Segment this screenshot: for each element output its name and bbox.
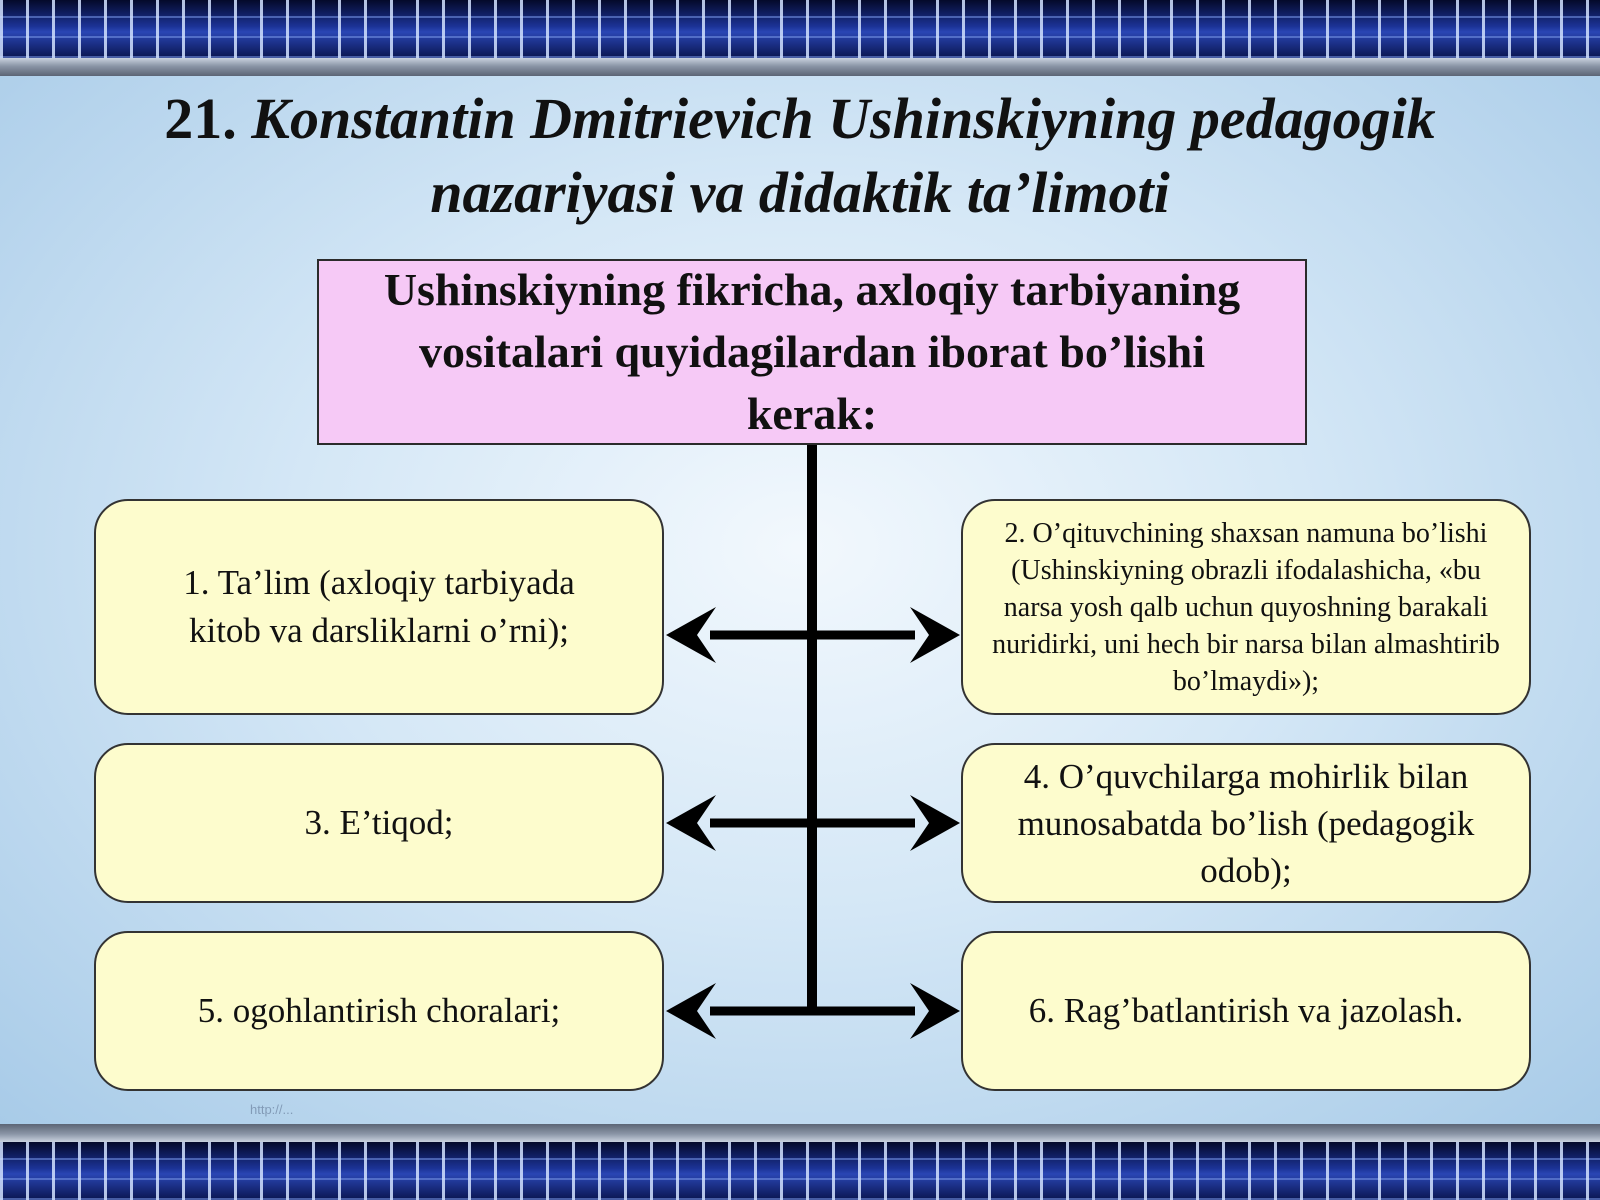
item-text-2: 2. O’qituvchining shaxsan namuna bo’lishi (Ushinskiyning obrazli ifodalashicha, «bu narsa yosh qalb uchun quyoshning barakali nuridirki, uni hech bir narsa bilan almashtirib bo’lmaydi»);	[992, 517, 1500, 697]
arrow-head-left-1	[666, 607, 716, 663]
arrow-head-right-3	[910, 983, 960, 1039]
item-text-3: 3. E’tiqod;	[304, 803, 454, 842]
item-box-3	[94, 743, 664, 903]
watermark-text: http://...	[250, 1102, 294, 1117]
item-box-4	[961, 743, 1531, 903]
item-box-5	[94, 931, 664, 1091]
item-text-1: 1. Ta’lim (axloqiy tarbiyada kitob va darsliklarni o’rni);	[183, 563, 575, 650]
frame-bevel-top	[0, 58, 1600, 76]
frame-bevel-bottom	[0, 1124, 1600, 1142]
slide-title-number: 21.	[164, 86, 237, 151]
header-text: Ushinskiyning fikricha, axloqiy tarbiyaning vositalari quyidagilardan iborat bo’lishi kerak:	[383, 264, 1241, 439]
arrow-head-right-2	[910, 795, 960, 851]
item-text-4: 4. O’quvchilarga mohirlik bilan munosabatda bo’lish (pedagogik odob);	[1017, 756, 1475, 890]
arrow-head-left-2	[666, 795, 716, 851]
item-box-2	[961, 499, 1531, 715]
decorative-frame-bottom	[0, 1142, 1600, 1200]
item-box-6	[961, 931, 1531, 1091]
slide-title-text: Konstantin Dmitrievich Ushinskiyning pedagogik nazariyasi va didaktik ta’limoti	[251, 86, 1436, 225]
item-text-5: 5. ogohlantirish choralari;	[197, 991, 561, 1030]
arrow-head-right-1	[910, 607, 960, 663]
arrow-head-left-3	[666, 983, 716, 1039]
item-box-1	[94, 499, 664, 715]
item-text-6: 6. Rag’batlantirish va jazolash.	[1028, 991, 1464, 1030]
decorative-frame-top	[0, 0, 1600, 58]
slide-canvas	[0, 76, 1600, 1124]
